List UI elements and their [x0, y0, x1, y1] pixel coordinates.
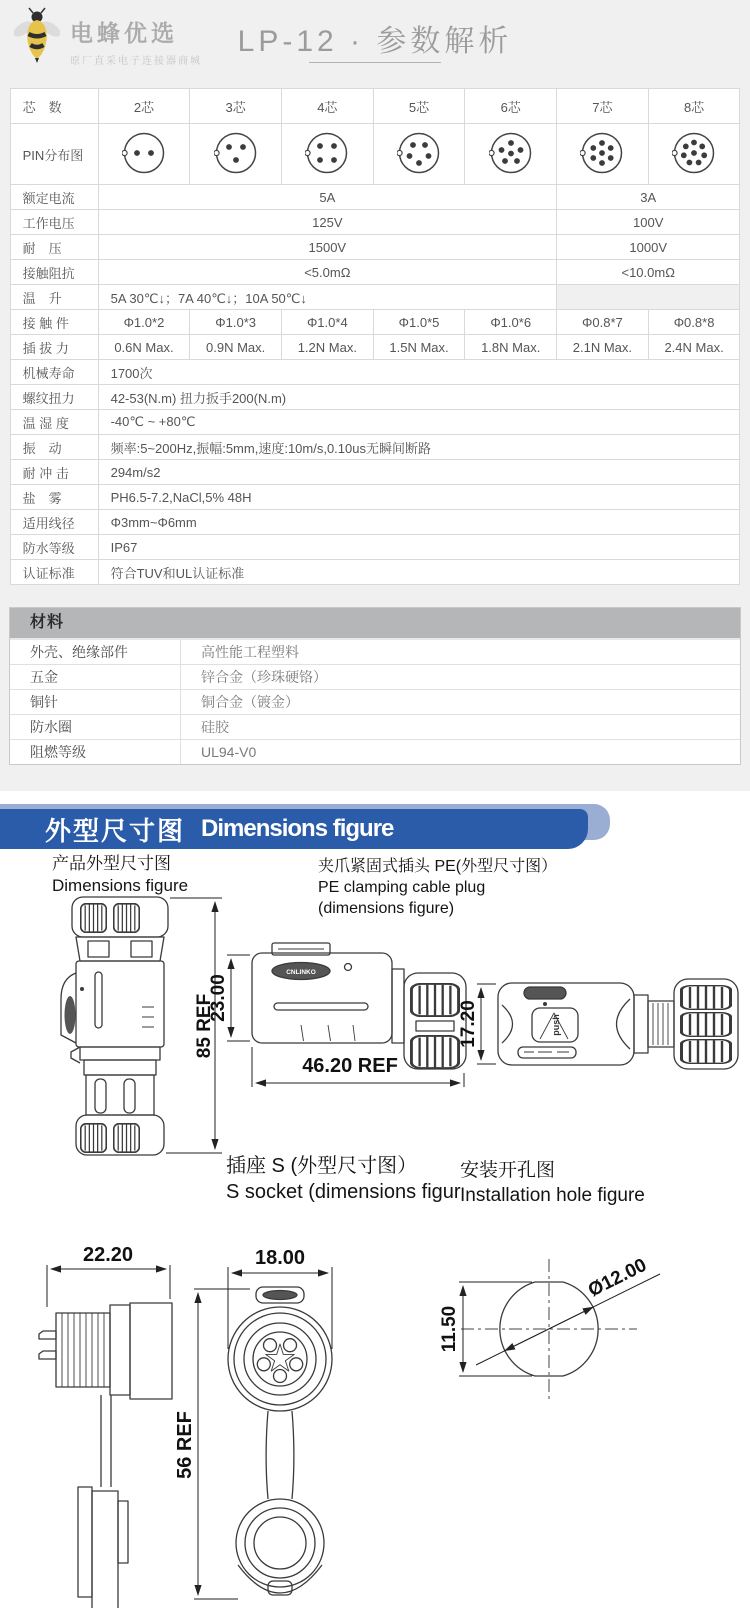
spec-row-label: 额定电流 [10, 185, 98, 210]
table-row [10, 335, 740, 360]
caption-socket: 插座 S (外型尺寸图） S socket (dimensions figur [226, 1155, 461, 1203]
table-row [10, 360, 740, 385]
spec-cell: Φ1.0*4 [281, 310, 373, 335]
caption-plug: 产品外型尺寸图 Dimensions figure [52, 854, 189, 896]
spec-cell [648, 124, 740, 185]
spec-cell: 1500V [98, 235, 556, 260]
caption-pe-plug: 夹爪紧固式插头 PE(外型尺寸图） PE clamping cable plug (dimensions figure) [318, 858, 558, 917]
spec-cell: 125V [98, 210, 556, 235]
figure-plug-side [61, 897, 168, 1155]
material-value: 锌合金（珍珠硬铬） [181, 665, 741, 690]
spec-section [0, 0, 750, 791]
dim-pe-top-height: 17.20 [458, 1000, 479, 1048]
table-row [10, 535, 740, 560]
spec-cell [98, 124, 190, 185]
push-label: push [551, 1014, 561, 1036]
spec-row-label: PIN分布图 [10, 124, 98, 185]
spec-row-label: 认证标准 [10, 560, 98, 585]
brand-name: 电蜂优选 [70, 20, 178, 46]
spec-cell: -40℃ ~ +80℃ [98, 410, 740, 435]
spec-cell: IP67 [98, 535, 740, 560]
pin-diagram-8 [672, 131, 716, 175]
spec-cell [465, 124, 557, 185]
table-row [10, 260, 740, 285]
page-title: LP-12 · 参数解析 [237, 25, 513, 58]
spec-row-label: 盐 雾 [10, 485, 98, 510]
pin-diagram-3 [214, 131, 258, 175]
dim-pe-length: 46.20 REF [302, 1055, 398, 1077]
spec-cell: 0.9N Max. [190, 335, 282, 360]
pin-diagram-2 [122, 131, 166, 175]
table-row [10, 285, 740, 310]
material-label: 防水圈 [10, 715, 181, 740]
spec-cell: 1700次 [98, 360, 740, 385]
brand-slogan: 原厂直采电子连接器商城 [70, 56, 202, 67]
spec-cell [557, 124, 649, 185]
material-value: UL94-V0 [181, 740, 741, 765]
spec-row-label: 芯 数 [10, 89, 98, 124]
spec-cell: Φ1.0*5 [373, 310, 465, 335]
material-label: 五金 [10, 665, 181, 690]
spec-cell [557, 285, 740, 310]
dimensions-banner [0, 809, 750, 849]
spec-cell: 294m/s2 [98, 460, 740, 485]
spec-row-label: 温 湿 度 [10, 410, 98, 435]
table-row [10, 435, 740, 460]
spec-cell: Φ1.0*2 [98, 310, 190, 335]
spec-row-label: 工作电压 [10, 210, 98, 235]
spec-cell: <5.0mΩ [98, 260, 556, 285]
table-row [10, 185, 740, 210]
figure-install-hole [439, 1255, 660, 1399]
pin-diagram-7 [580, 131, 624, 175]
material-value: 硅胶 [181, 715, 741, 740]
material-label: 铜针 [10, 690, 181, 715]
spec-cell: 100V [557, 210, 740, 235]
spec-cell: 8芯 [648, 89, 740, 124]
material-value: 铜合金（镀金） [181, 690, 741, 715]
pin-diagram-5 [397, 131, 441, 175]
table-row [10, 460, 740, 485]
spec-cell [190, 124, 282, 185]
spec-cell: 5A 30℃↓；7A 40℃↓；10A 50℃↓ [98, 285, 556, 310]
spec-row-label: 机械寿命 [10, 360, 98, 385]
dim-plug-height: 85 REF [194, 993, 215, 1059]
materials-row [10, 640, 740, 665]
spec-row-label: 耐 冲 击 [10, 460, 98, 485]
spec-cell: 1.2N Max. [281, 335, 373, 360]
table-row [10, 560, 740, 585]
spec-row-label: 防水等级 [10, 535, 98, 560]
title-underline [309, 62, 441, 63]
spec-cell: 1000V [557, 235, 740, 260]
spec-cell [281, 124, 373, 185]
table-row [10, 385, 740, 410]
spec-row-label: 耐 压 [10, 235, 98, 260]
spec-cell: 符合TUV和UL认证标准 [98, 560, 740, 585]
materials-row [10, 690, 740, 715]
spec-cell: 1.5N Max. [373, 335, 465, 360]
spec-row-label: 螺纹扭力 [10, 385, 98, 410]
spec-row-label: 接 触 件 [10, 310, 98, 335]
banner-title-en: Dimensions figure [201, 815, 394, 842]
spec-table [10, 88, 741, 585]
spec-cell: 7芯 [557, 89, 649, 124]
table-row [10, 310, 740, 335]
spec-row-label: 接触阻抗 [10, 260, 98, 285]
pin-diagram-6 [489, 131, 533, 175]
figure-socket-front [228, 1287, 332, 1595]
figure-socket-side [39, 1303, 172, 1608]
materials-title: 材料 [10, 608, 740, 640]
material-label: 外壳、绝缘部件 [10, 640, 181, 665]
spec-cell [373, 124, 465, 185]
spec-row-label: 适用线径 [10, 510, 98, 535]
materials-row [10, 665, 740, 690]
table-row [10, 510, 740, 535]
material-label: 阻燃等级 [10, 740, 181, 765]
pin-diagram-row [10, 124, 740, 185]
spec-cell: 42-53(N.m) 扭力扳手200(N.m) [98, 385, 740, 410]
spec-cell: PH6.5-7.2,NaCl,5% 48H [98, 485, 740, 510]
spec-cell: Φ0.8*8 [648, 310, 740, 335]
table-row [10, 235, 740, 260]
dim-socket-height: 56 REF [174, 1411, 196, 1479]
table-row [10, 410, 740, 435]
spec-cell: 3芯 [190, 89, 282, 124]
figure-pe-plug-top [498, 979, 738, 1069]
spec-cell: 2芯 [98, 89, 190, 124]
spec-cell: 频率:5~200Hz,振幅:5mm,速度:10m/s,0.10us无瞬间断路 [98, 435, 740, 460]
dimension-figures [0, 849, 750, 1608]
dim-socket-width: 22.20 [82, 1244, 134, 1266]
page-header [0, 0, 750, 72]
spec-cell: 5A [98, 185, 556, 210]
banner-title-cn: 外型尺寸图 [45, 815, 186, 846]
spec-cell: Φ1.0*6 [465, 310, 557, 335]
dim-socket-face: 18.00 [254, 1247, 306, 1269]
figure-pe-plug-side [252, 943, 466, 1069]
materials-row [10, 715, 740, 740]
spec-cell: Φ0.8*7 [557, 310, 649, 335]
dim-pe-height: 23.00 [208, 974, 229, 1022]
spec-cell: 1.8N Max. [465, 335, 557, 360]
technical-drawings [0, 849, 750, 1608]
caption-install-hole: 安装开孔图 Installation hole figure [460, 1160, 645, 1206]
dim-hole-flat: 11.50 [439, 1305, 460, 1353]
spec-cell: 2.4N Max. [648, 335, 740, 360]
material-value: 高性能工程塑料 [201, 644, 299, 660]
brand-label-oval: CNLINKO [286, 969, 316, 976]
spec-row-label: 振 动 [10, 435, 98, 460]
spec-cell: 3A [557, 185, 740, 210]
spec-row-label: 插 拔 力 [10, 335, 98, 360]
spec-cell: 0.6N Max. [98, 335, 190, 360]
spec-cell: 4芯 [281, 89, 373, 124]
spec-cell: Φ3mm~Φ6mm [98, 510, 740, 535]
spec-cell: 6芯 [465, 89, 557, 124]
spec-row-label: 温 升 [10, 285, 98, 310]
pin-diagram-4 [305, 131, 349, 175]
spec-cell: <10.0mΩ [557, 260, 740, 285]
spec-cell: 5芯 [373, 89, 465, 124]
materials-table [9, 607, 741, 765]
materials-row [10, 740, 740, 765]
dim-hole-diameter: Ø12.00 [584, 1254, 651, 1302]
table-row [10, 485, 740, 510]
table-row [10, 210, 740, 235]
spec-cell: Φ1.0*3 [190, 310, 282, 335]
spec-header-row [10, 89, 740, 124]
spec-cell: 2.1N Max. [557, 335, 649, 360]
